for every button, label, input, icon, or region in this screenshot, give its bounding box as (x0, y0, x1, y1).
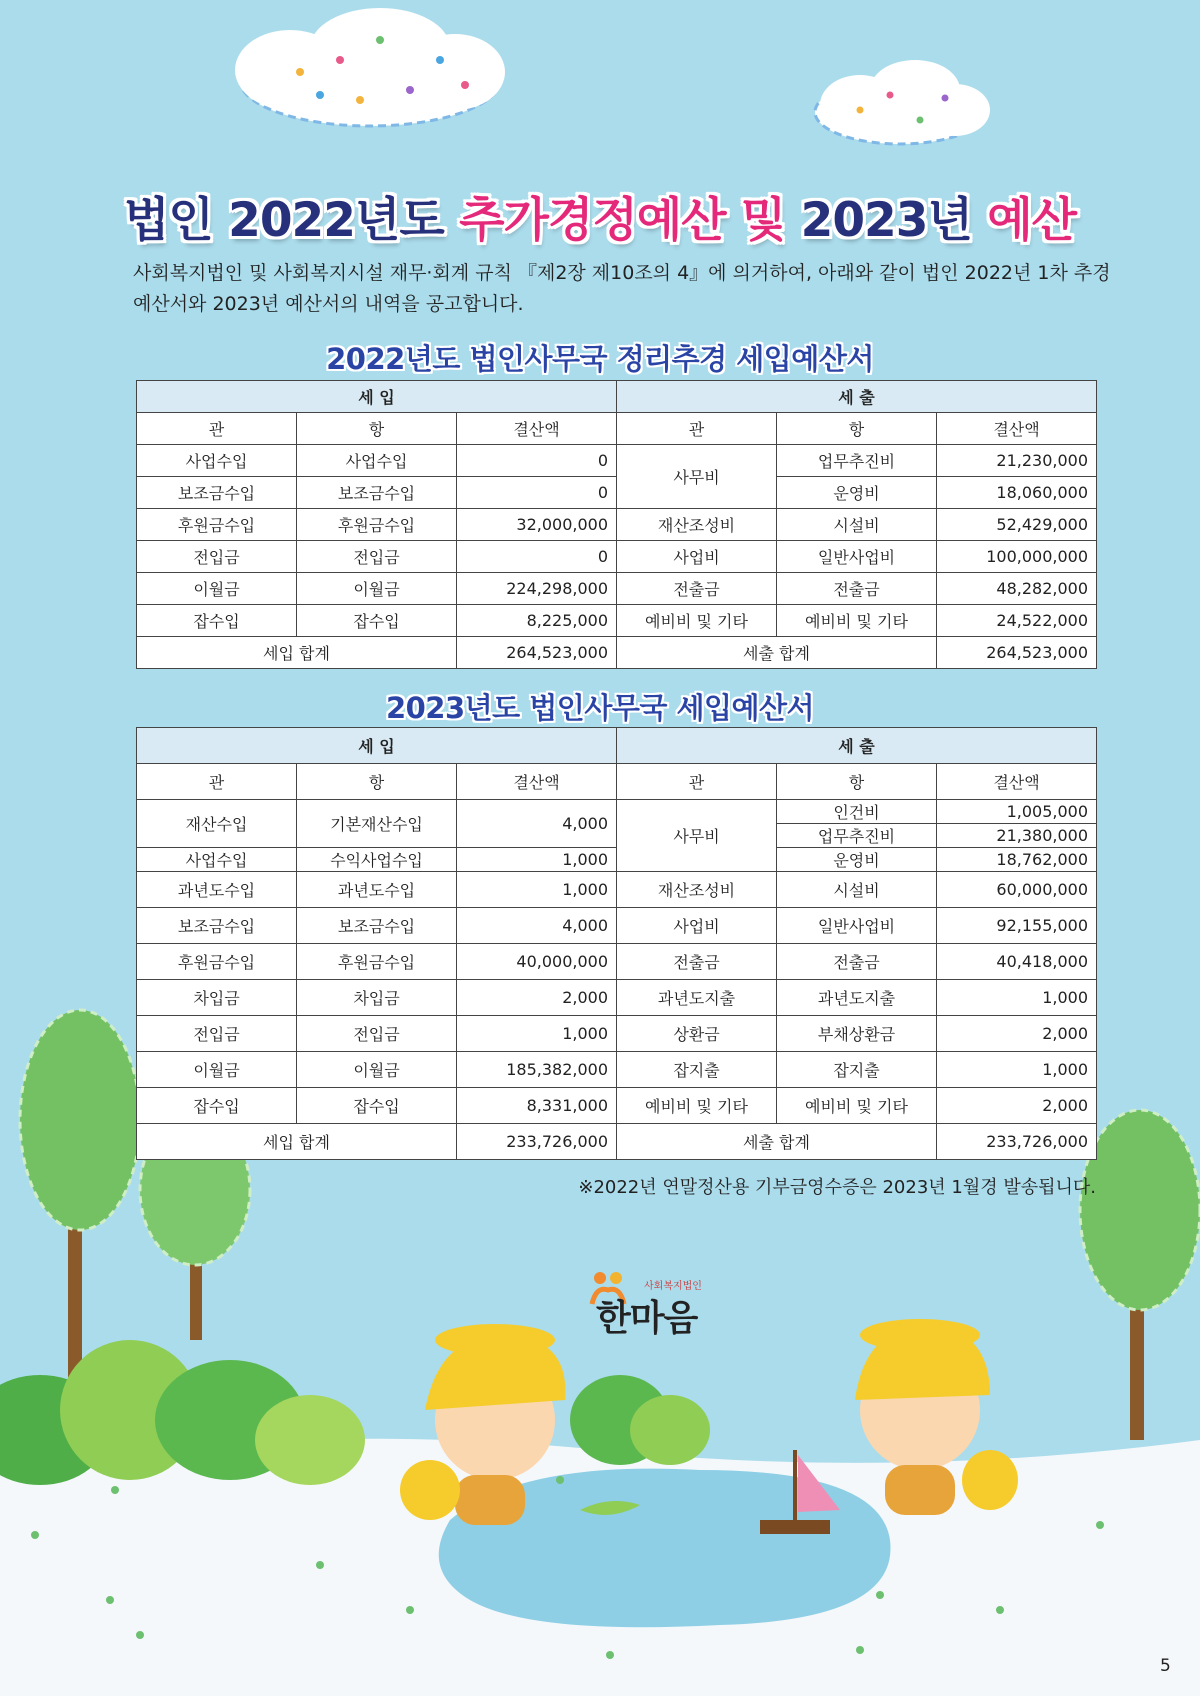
expense-kwan: 잡지출 (617, 1052, 777, 1088)
intro-text: 사회복지법인 및 사회복지시설 재무·회계 규칙 『제2장 제10조의 4』에 의거하여, 아래와 같이 법인 2022년 1차 추경 예산서와 2023년 예산서의 내역을 공고합니다. (133, 262, 1111, 315)
income-total: 233,726,000 (457, 1124, 617, 1160)
table2-budget (136, 727, 1097, 1160)
income-hang: 이월금 (297, 1052, 457, 1088)
income-hang: 잡수입 (297, 1088, 457, 1124)
expense-total-label: 세출 합계 (617, 637, 937, 669)
table1-total-row (137, 637, 1097, 669)
col-header-kwan: 관 (617, 764, 777, 800)
expense-hang: 인건비 (777, 800, 937, 824)
table1-budget (136, 380, 1097, 669)
income-kwan: 사업수입 (137, 848, 297, 872)
income-amount: 32,000,000 (457, 509, 617, 541)
expense-hang: 전출금 (777, 944, 937, 980)
table1-column-header-row (137, 413, 1097, 445)
table2-total-row (137, 1124, 1097, 1160)
income-hang: 잡수입 (297, 605, 457, 637)
expense-hang: 업무추진비 (777, 824, 937, 848)
col-header-amount: 결산액 (457, 413, 617, 445)
title-part-3: 2023년 (800, 193, 988, 248)
col-header-hang: 항 (297, 764, 457, 800)
col-header-hang: 항 (777, 413, 937, 445)
income-amount: 1,000 (457, 1016, 617, 1052)
logo-name: 한마음 (596, 1298, 698, 1339)
expense-kwan: 사업비 (617, 908, 777, 944)
expense-hang: 일반사업비 (777, 908, 937, 944)
income-amount: 4,000 (457, 800, 617, 848)
expense-amount: 24,522,000 (937, 605, 1097, 637)
expense-total: 233,726,000 (937, 1124, 1097, 1160)
income-hang: 차입금 (297, 980, 457, 1016)
income-kwan: 보조금수입 (137, 477, 297, 509)
income-amount: 8,331,000 (457, 1088, 617, 1124)
income-amount: 8,225,000 (457, 605, 617, 637)
table1-title: 2022년도 법인사무국 정리추경 세입예산서 (326, 342, 874, 376)
expense-kwan: 재산조성비 (617, 872, 777, 908)
table-row (137, 605, 1097, 637)
expense-amount: 18,060,000 (937, 477, 1097, 509)
income-kwan: 이월금 (137, 573, 297, 605)
income-amount: 185,382,000 (457, 1052, 617, 1088)
page-number: 5 (1160, 1656, 1171, 1676)
expense-kwan: 예비비 및 기타 (617, 1088, 777, 1124)
col-header-hang: 항 (777, 764, 937, 800)
expense-kwan: 전출금 (617, 944, 777, 980)
table2-section-row (137, 728, 1097, 764)
expense-total-label: 세출 합계 (617, 1124, 937, 1160)
income-total-label: 세입 합계 (137, 637, 457, 669)
expense-kwan: 전출금 (617, 573, 777, 605)
expense-hang: 업무추진비 (777, 445, 937, 477)
table-row (137, 872, 1097, 908)
income-kwan: 과년도수입 (137, 872, 297, 908)
expense-hang: 시설비 (777, 509, 937, 541)
expense-total: 264,523,000 (937, 637, 1097, 669)
expense-amount: 60,000,000 (937, 872, 1097, 908)
expense-hang: 일반사업비 (777, 541, 937, 573)
expense-kwan: 사업비 (617, 541, 777, 573)
income-amount: 0 (457, 477, 617, 509)
expense-hang: 과년도지출 (777, 980, 937, 1016)
income-hang: 수익사업수입 (297, 848, 457, 872)
page-title (0, 183, 1200, 250)
income-kwan: 보조금수입 (137, 908, 297, 944)
income-hang: 보조금수입 (297, 908, 457, 944)
col-header-kwan: 관 (137, 764, 297, 800)
col-header-amount: 결산액 (937, 413, 1097, 445)
expense-section-header: 세 출 (617, 728, 1097, 764)
expense-amount: 2,000 (937, 1088, 1097, 1124)
col-header-hang: 항 (297, 413, 457, 445)
col-header-kwan: 관 (137, 413, 297, 445)
table2-column-header-row (137, 764, 1097, 800)
expense-amount: 1,005,000 (937, 800, 1097, 824)
income-section-header: 세 입 (137, 728, 617, 764)
col-header-amount: 결산액 (457, 764, 617, 800)
table-row (137, 980, 1097, 1016)
income-amount: 40,000,000 (457, 944, 617, 980)
expense-amount: 92,155,000 (937, 908, 1097, 944)
expense-kwan: 재산조성비 (617, 509, 777, 541)
table-row (137, 1052, 1097, 1088)
table-row (137, 445, 1097, 477)
income-kwan: 잡수입 (137, 1088, 297, 1124)
expense-hang: 시설비 (777, 872, 937, 908)
income-amount: 2,000 (457, 980, 617, 1016)
expense-amount: 21,380,000 (937, 824, 1097, 848)
income-kwan: 후원금수입 (137, 509, 297, 541)
income-amount: 1,000 (457, 848, 617, 872)
income-amount: 1,000 (457, 872, 617, 908)
hanmaum-logo (588, 1268, 714, 1339)
table1-section-row (137, 381, 1097, 413)
cloud-left-icon (235, 8, 505, 126)
expense-amount: 48,282,000 (937, 573, 1097, 605)
income-total: 264,523,000 (457, 637, 617, 669)
table-row (137, 944, 1097, 980)
expense-amount: 21,230,000 (937, 445, 1097, 477)
income-amount: 0 (457, 445, 617, 477)
income-hang: 보조금수입 (297, 477, 457, 509)
logo-subtitle: 사회복지법인 (644, 1281, 702, 1292)
expense-amount: 1,000 (937, 980, 1097, 1016)
expense-hang: 예비비 및 기타 (777, 1088, 937, 1124)
table2-title: 2023년도 법인사무국 세입예산서 (385, 691, 815, 725)
expense-hang: 운영비 (777, 477, 937, 509)
income-hang: 사업수입 (297, 445, 457, 477)
expense-kwan: 상환금 (617, 1016, 777, 1052)
title-part-2: 추가경정예산 및 (459, 193, 801, 248)
expense-kwan: 과년도지출 (617, 980, 777, 1016)
expense-hang: 부채상환금 (777, 1016, 937, 1052)
income-hang: 후원금수입 (297, 509, 457, 541)
income-hang: 과년도수입 (297, 872, 457, 908)
expense-hang: 잡지출 (777, 1052, 937, 1088)
expense-kwan: 사무비 (617, 800, 777, 872)
expense-amount: 18,762,000 (937, 848, 1097, 872)
income-hang: 후원금수입 (297, 944, 457, 980)
table-row (137, 908, 1097, 944)
expense-amount: 100,000,000 (937, 541, 1097, 573)
income-amount: 224,298,000 (457, 573, 617, 605)
expense-kwan: 사무비 (617, 445, 777, 509)
income-kwan: 차입금 (137, 980, 297, 1016)
expense-hang: 전출금 (777, 573, 937, 605)
col-header-amount: 결산액 (937, 764, 1097, 800)
income-hang: 전입금 (297, 1016, 457, 1052)
receipt-note: ※2022년 연말정산용 기부금영수증은 2023년 1월경 발송됩니다. (578, 1177, 1096, 1198)
table-row (137, 541, 1097, 573)
expense-amount: 1,000 (937, 1052, 1097, 1088)
cloud-right-icon (815, 60, 990, 144)
income-hang: 이월금 (297, 573, 457, 605)
income-kwan: 전입금 (137, 1016, 297, 1052)
expense-amount: 40,418,000 (937, 944, 1097, 980)
income-total-label: 세입 합계 (137, 1124, 457, 1160)
table-row (137, 1016, 1097, 1052)
income-kwan: 재산수입 (137, 800, 297, 848)
table-row (137, 509, 1097, 541)
expense-hang: 운영비 (777, 848, 937, 872)
income-hang: 전입금 (297, 541, 457, 573)
income-hang: 기본재산수입 (297, 800, 457, 848)
income-amount: 4,000 (457, 908, 617, 944)
income-kwan: 후원금수입 (137, 944, 297, 980)
income-kwan: 이월금 (137, 1052, 297, 1088)
col-header-kwan: 관 (617, 413, 777, 445)
income-section-header: 세 입 (137, 381, 617, 413)
income-kwan: 사업수입 (137, 445, 297, 477)
income-kwan: 전입금 (137, 541, 297, 573)
table-row (137, 1088, 1097, 1124)
table-row (137, 800, 1097, 824)
title-part-1: 법인 2022년도 (123, 193, 460, 248)
expense-amount: 2,000 (937, 1016, 1097, 1052)
title-part-4: 예산 (987, 193, 1077, 248)
table-row (137, 573, 1097, 605)
income-amount: 0 (457, 541, 617, 573)
tree-right-icon (1080, 1110, 1200, 1440)
expense-section-header: 세 출 (617, 381, 1097, 413)
income-kwan: 잡수입 (137, 605, 297, 637)
expense-amount: 52,429,000 (937, 509, 1097, 541)
expense-hang: 예비비 및 기타 (777, 605, 937, 637)
expense-kwan: 예비비 및 기타 (617, 605, 777, 637)
